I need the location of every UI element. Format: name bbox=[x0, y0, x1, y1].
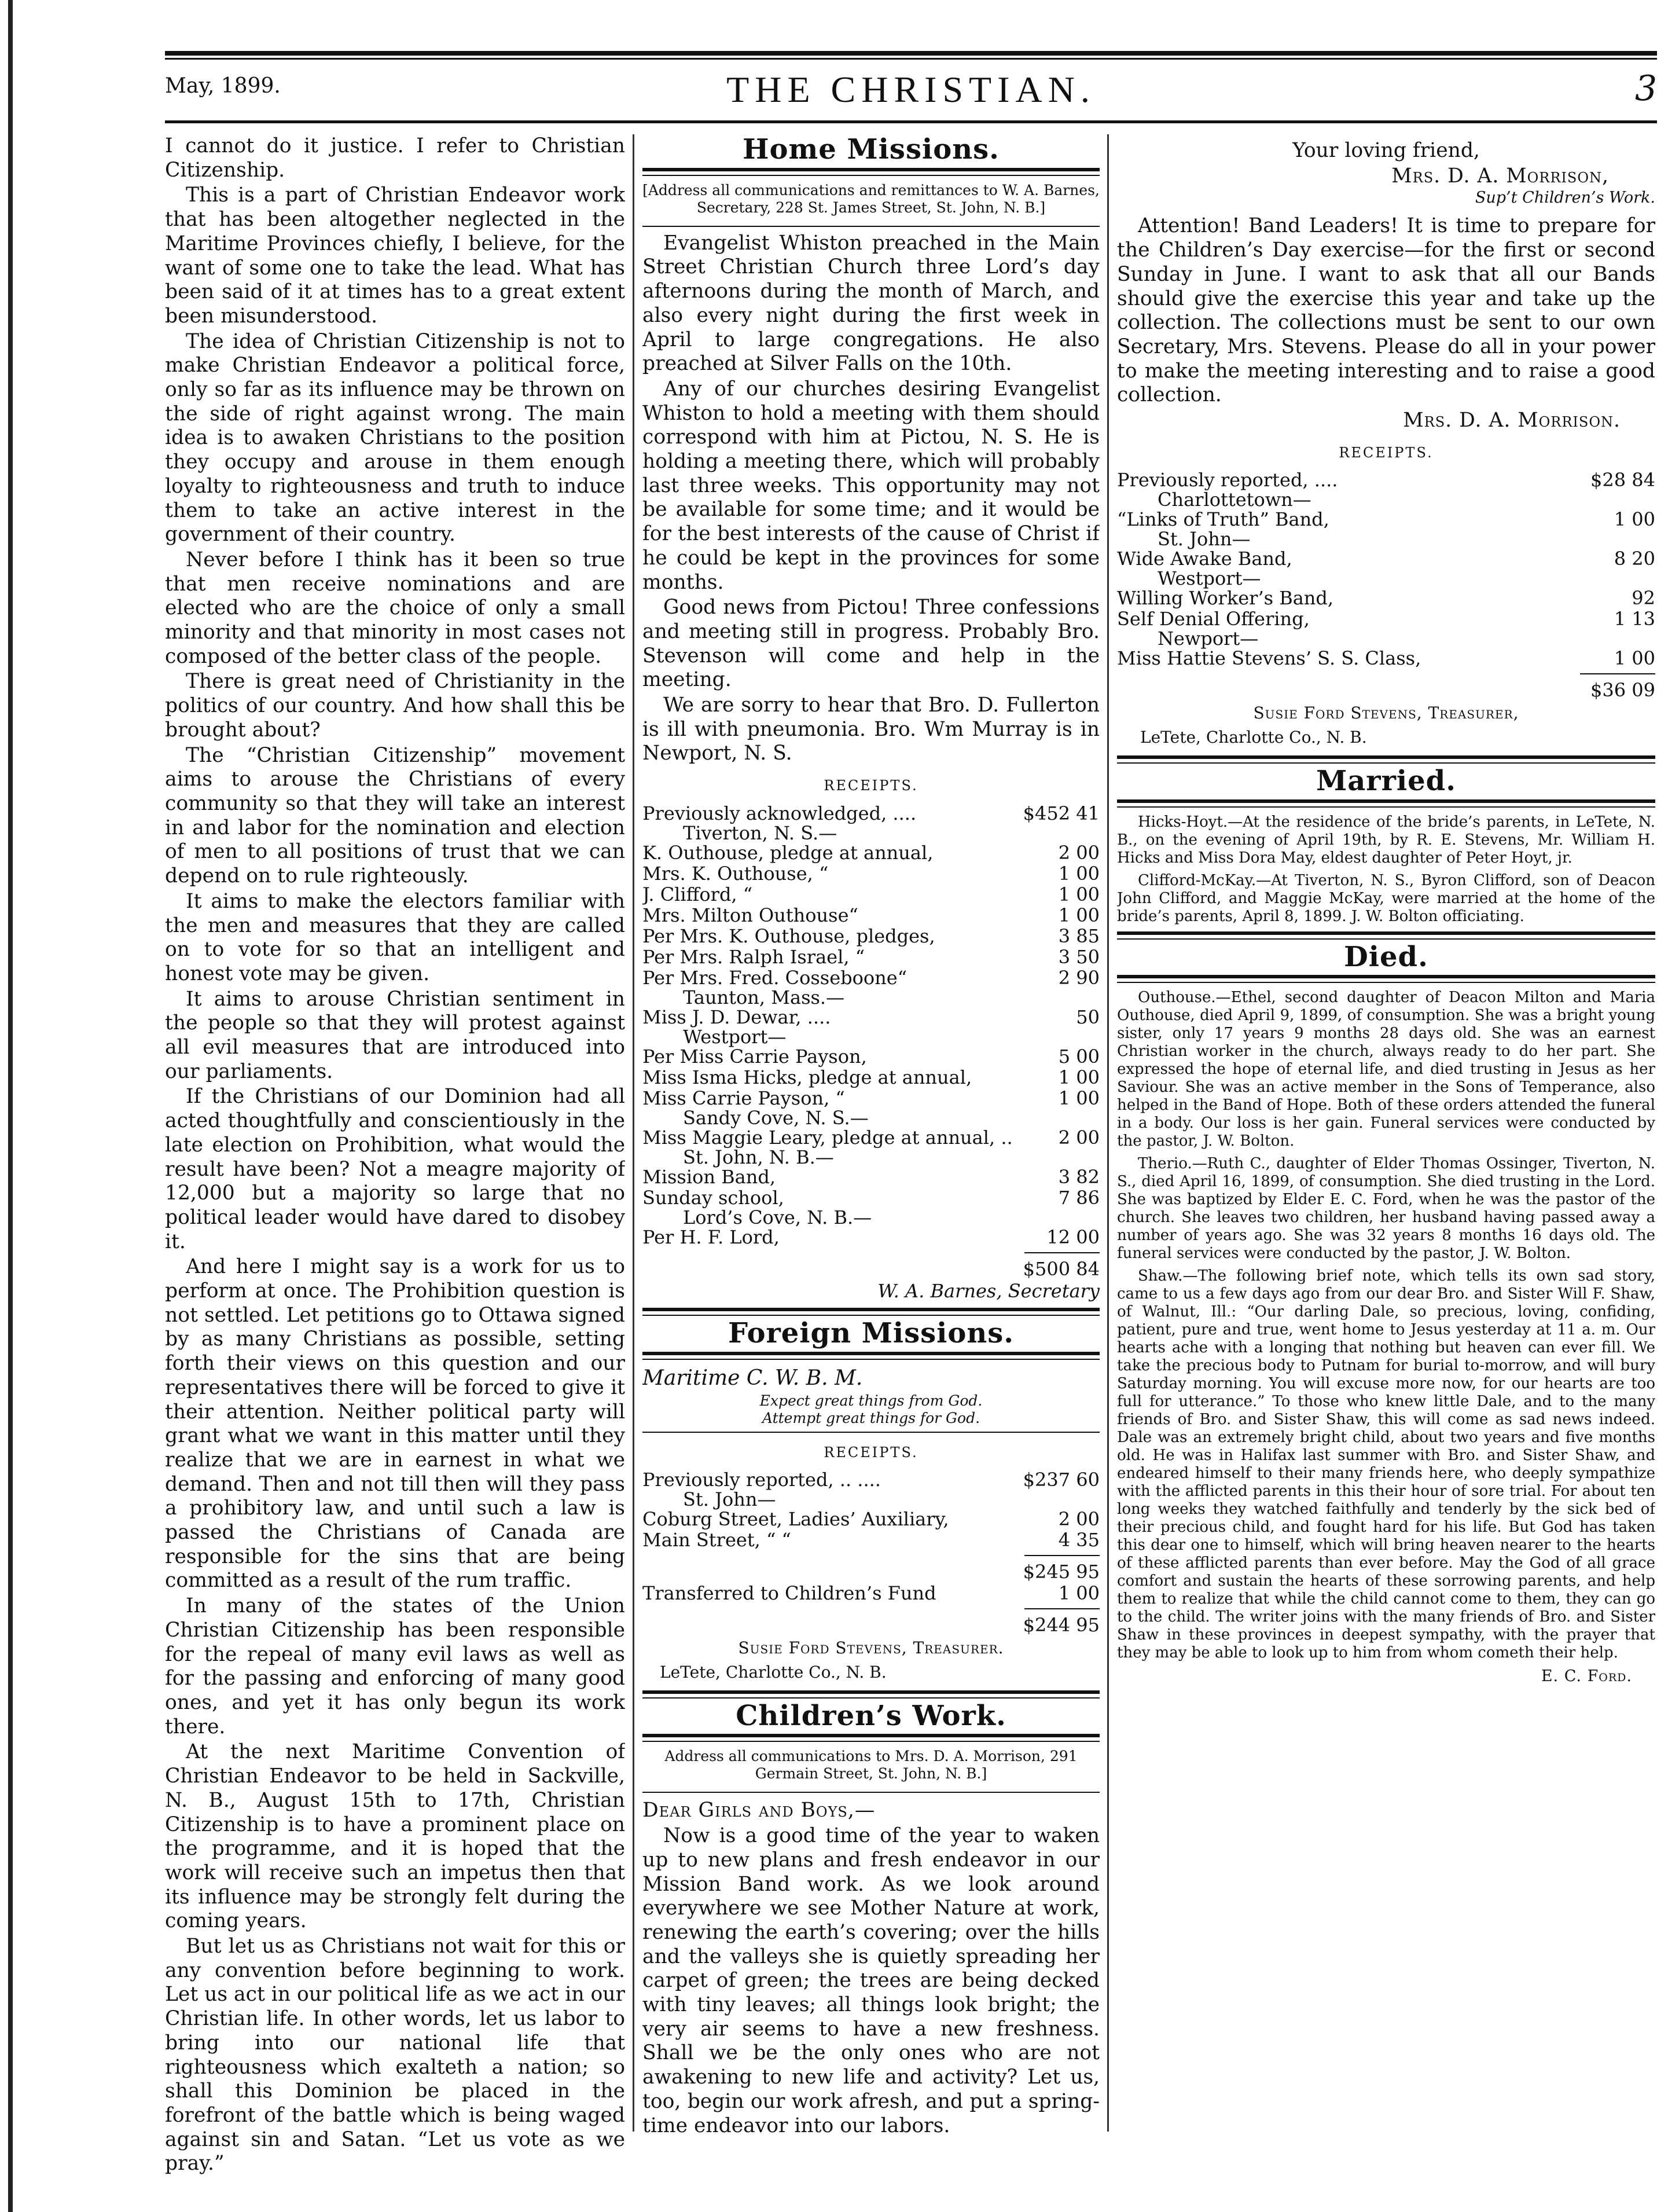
receipt-label: Willing Worker’s Band, bbox=[1117, 587, 1334, 610]
citizenship-paragraph: There is great need of Christianity in the politics of our country. And how shall this be brought about? bbox=[165, 670, 625, 742]
motto-line: Attempt great things for God. bbox=[762, 1409, 980, 1426]
section-rule bbox=[1117, 755, 1655, 764]
married-notices bbox=[1117, 813, 1655, 926]
receipt-location: Lord’s Cove, N. B.— bbox=[683, 1206, 872, 1228]
section-heading-died: Died. bbox=[1344, 940, 1428, 973]
home-missions-paragraph: We are sorry to hear that Bro. D. Fullerton is ill with pneumonia. Bro. Wm Murray is in Newport, N. S. bbox=[642, 694, 1100, 765]
receipt-label: Per Miss Carrie Payson, bbox=[642, 1045, 867, 1068]
receipt-label: Wide Awake Band, bbox=[1117, 548, 1292, 570]
citizenship-paragraph: This is a part of Christian Endeavor work that has been altogether neglected in the Maritime Provinces chiefly, I believe, for the want of some one to take the lead. What has been said of it at times has to a great extent been misunderstood. bbox=[165, 184, 625, 328]
section-rule bbox=[1117, 975, 1655, 983]
citizenship-paragraph: It aims to arouse Christian sentiment in the people so that they will protest against all evil measures that are introduced into our parliaments. bbox=[165, 987, 625, 1083]
receipt-label: Miss J. D. Dewar, .... bbox=[642, 1006, 831, 1028]
marriage-notice: Hicks-Hoyt.—At the residence of the bride’s parents, in LeTete, N. B., on the evening of April 19th, by R. E. Stevens, Mr. William H. Hicks and Miss Dora May, eldest daughter of Peter Hoyt, jr. bbox=[1117, 813, 1655, 867]
death-notice: Shaw.—The following brief note, which tells its own sad story, came to us a few days ago from our dear Bro. and Sister Will F. Shaw, of Walnut, Ill.: “Our darling Dale, so precious, loving, confiding, patient, pure and true, went home to Jesus yesterday at 11 a. m. Our hearts ache with a longing that nothing but heaven can ever fill. We take the precious body to Putnam for burial to-morrow, and will bury Saturday morning. You will excuse more now, for our hearts are too full for utterance.” To those who knew little Dale, and to the many friends of Bro. and Sister Shaw, this will come as sad news indeed. Dale was an extremely bright child, about two years and five months old. He was in Halifax last summer with Bro. and Sister Shaw, and endeared himself to their many friends here, who deeply sympathize with the afflicted parents in this their hour of sore trial. For about ten long weeks they watched faithfully and tenderly by the sick bed of their precious child, and fought hard for his life. But God has taken this dear one to himself, which will bring heaven nearer to the hearts of these afflicted parents than ever before. May the God of all grace comfort and sustain the hearts of these sorrowing parents, and help them to realize that while the child cannot come to them, they can go to the child. The writer joins with the many friends of Bro. and Sister Shaw in these provinces in deepest sympathy, with the prayer that they may be able to look up to him from whom cometh their help. bbox=[1117, 1267, 1655, 1662]
receipt-location: Sandy Cove, N. S.— bbox=[683, 1106, 869, 1129]
citizenship-paragraph: The idea of Christian Citizenship is not to make Christian Endeavor a political force, only so far as its influence may be thrown on the side of right against wrong. The main idea is to awaken Christians to the position they occupy and arouse in them enough loyalty to righteousness and truth to induce them to take an active interest in the government of their country. bbox=[165, 329, 625, 546]
death-notice: Therio.—Ruth C., daughter of Elder Thomas Ossinger, Tiverton, N. S., died April 16, 1899, of consumption. She died trusting in the Lord. She was baptized by Elder E. C. Ford, when he was the pastor of the church. She leaves two children, her husband having passed away a number of years ago. She was 32 years 8 months 16 days old. The funeral services were conducted by the pastor, J. W. Bolton. bbox=[1117, 1155, 1655, 1263]
receipt-row bbox=[642, 1509, 1100, 1529]
top-rule-thin bbox=[165, 58, 1657, 60]
receipt-label: Coburg Street, Ladies’ Auxiliary, bbox=[642, 1508, 949, 1531]
receipt-row bbox=[642, 1583, 1100, 1604]
death-notice: Outhouse.—Ethel, second daughter of Deacon Milton and Maria Outhouse, died April 9, 1899, of consumption. She was a bright young sister, only 17 years 9 months 28 days old. She was an earnest Christian worker in the church, always ready to do her part. She expressed the hope of eternal life, and died trusting in Jesus as her Saviour. She was an active member in the Sons of Temperance, also helped in the Band of Hope. Both of these orders attended the funeral in a body. Our loss is her gain. Funeral services were conducted by the pastor, J. W. Bolton. bbox=[1117, 989, 1655, 1150]
home-missions-text bbox=[642, 232, 1100, 766]
letter-closing: Your loving friend, bbox=[1292, 139, 1480, 162]
receipt-amount: 1 00 bbox=[1614, 647, 1655, 670]
receipt-amount: 3 85 bbox=[1058, 925, 1100, 947]
receipt-label: J. Clifford, “ bbox=[642, 883, 753, 905]
foreign-missions-total: $244 95 bbox=[1023, 1614, 1100, 1637]
letter-signer: Mrs. D. A. Morrison, bbox=[1391, 164, 1609, 188]
citizenship-paragraph: The “Christian Citizenship” movement aims to arouse the Christians of every community so that they will take an interest in and labor for the nomination and election of men to all positions of trust that we can depend on to rule righteously. bbox=[165, 743, 625, 888]
receipt-row bbox=[642, 926, 1100, 947]
receipt-amount: 2 00 bbox=[1058, 1508, 1100, 1531]
foreign-missions-subheading: Maritime C. W. B. M. bbox=[642, 1366, 863, 1390]
receipt-location: St. John— bbox=[683, 1488, 776, 1511]
receipt-label: Previously reported, .. .... bbox=[642, 1469, 881, 1491]
receipt-label: Mrs. Milton Outhouse“ bbox=[642, 904, 858, 926]
receipt-label: “Links of Truth” Band, bbox=[1117, 508, 1329, 531]
top-rule bbox=[165, 51, 1657, 56]
receipt-row bbox=[642, 1469, 1100, 1490]
section-rule bbox=[642, 226, 1100, 227]
receipt-row bbox=[642, 947, 1100, 967]
receipt-label: Sunday school, bbox=[642, 1186, 784, 1209]
receipt-row bbox=[642, 1227, 1100, 1248]
section-rule bbox=[642, 1792, 1100, 1793]
home-missions-receipts bbox=[642, 803, 1100, 1248]
receipt-label: K. Outhouse, pledge at annual, bbox=[642, 841, 934, 864]
section-rule bbox=[642, 1690, 1100, 1699]
page-number: 3 bbox=[1634, 68, 1657, 109]
header-rule bbox=[165, 120, 1657, 123]
death-notice-signature: E. C. Ford. bbox=[1541, 1667, 1632, 1686]
receipts-heading: RECEIPTS. bbox=[824, 1444, 918, 1461]
citizenship-paragraph: If the Christians of our Dominion had all acted thoughtfully and conscientiously in the late election on Prohibition, what would the result have been? Not a meagre majority of 12,000 but a majority so large that no political leader would have dared to disobey it. bbox=[165, 1085, 625, 1253]
notice-signer: Mrs. D. A. Morrison. bbox=[1403, 409, 1621, 432]
receipt-location: Newport— bbox=[1158, 628, 1259, 650]
childrens-work-receipts bbox=[1117, 469, 1655, 669]
receipt-row bbox=[1117, 608, 1655, 629]
receipt-amount: $28 84 bbox=[1590, 469, 1655, 491]
receipt-row bbox=[642, 863, 1100, 884]
total-rule bbox=[1024, 1608, 1100, 1609]
section-heading-foreign-missions: Foreign Missions. bbox=[728, 1316, 1014, 1349]
column-missions bbox=[642, 134, 1100, 2184]
section-rule bbox=[642, 168, 1100, 176]
receipt-row bbox=[642, 842, 1100, 863]
receipt-amount: 2 90 bbox=[1058, 966, 1100, 989]
receipt-row bbox=[1117, 469, 1655, 490]
childrens-work-address-line: LeTete, Charlotte Co., N. B. bbox=[1140, 728, 1367, 747]
marriage-notice: Clifford-McKay.—At Tiverton, N. S., Byron Clifford, son of Deacon John Clifford, and Maggie McKay, were married at the home of the bride’s parents, April 8, 1899. J. W. Bolton officiating. bbox=[1117, 871, 1655, 925]
citizenship-paragraph: At the next Maritime Convention of Christian Endeavor to be held in Sackville, N. B., August 15th to 17th, Christian Citizenship is to have a prominent place on the programme, and it is hoped that the work will receive such an impetus then that its influence may be strongly felt during the coming years. bbox=[165, 1740, 625, 1933]
receipt-row bbox=[642, 1067, 1100, 1088]
citizenship-paragraph: And here I might say is a work for us to perform at once. The Prohibition question is not settled. Let petitions go to Ottawa signed by as many Christians as possible, setting forth their views on this question and our representatives there will be forced to give it their attention. Neither political party will grant what we want in this matter until they realize that we are in earnest in what we demand. Then and not till then will they pass a prohibitory law, and until such a law is passed the Christians of Canada are responsible for the sins that are being committed as a result of the rum traffic. bbox=[165, 1255, 625, 1593]
issue-date: May, 1899. bbox=[165, 74, 281, 98]
receipt-amount: 3 50 bbox=[1058, 945, 1100, 968]
receipt-amount: 1 00 bbox=[1058, 862, 1100, 885]
citizenship-paragraph: Never before I think has it been so true that men receive nominations and are elected who are the choice of only a small minority and that minority in most cases not composed of the better class of the people. bbox=[165, 548, 625, 668]
receipt-row bbox=[1117, 588, 1655, 608]
receipt-label: Per Mrs. Ralph Israel, “ bbox=[642, 945, 865, 968]
receipt-location: Westport— bbox=[683, 1025, 787, 1048]
binding-edge bbox=[8, 0, 13, 2212]
receipt-row bbox=[1117, 509, 1655, 530]
receipt-row bbox=[642, 884, 1100, 905]
home-missions-paragraph: Good news from Pictou! Three confessions and meeting still in progress. Probably Bro. Stevenson will come and help in the meeting. bbox=[642, 596, 1100, 692]
receipt-amount: $452 41 bbox=[1023, 802, 1100, 824]
receipt-row bbox=[1117, 648, 1655, 669]
receipt-amount: 1 13 bbox=[1614, 608, 1655, 630]
column-childrens-work-notices bbox=[1117, 134, 1655, 2184]
receipt-location: Charlottetown— bbox=[1158, 489, 1311, 511]
childrens-work-signature: Susie Ford Stevens, Treasurer, bbox=[1253, 703, 1519, 723]
receipt-amount: 92 bbox=[1632, 587, 1655, 610]
citizenship-paragraph: But let us as Christians not wait for this or any convention before beginning to work. Let us act in our political life as we act in our Christian life. In other words, let us labor to bring into our national life that righteousness which exalteth a nation; so shall this Dominion be placed in the forefront of the battle which is being waged against sin and Satan. “Let us vote as we pray.” bbox=[165, 1935, 625, 2176]
foreign-missions-address: LeTete, Charlotte Co., N. B. bbox=[660, 1662, 887, 1682]
receipt-label: Miss Hattie Stevens’ S. S. Class, bbox=[1117, 647, 1421, 670]
receipt-amount: $237 60 bbox=[1023, 1469, 1100, 1491]
citizenship-paragraph: I cannot do it justice. I refer to Christian Citizenship. bbox=[165, 134, 625, 182]
section-rule bbox=[642, 1734, 1100, 1742]
section-rule bbox=[642, 1432, 1100, 1433]
section-heading-home-missions: Home Missions. bbox=[743, 134, 1000, 166]
receipt-amount: 2 00 bbox=[1058, 841, 1100, 864]
receipt-label: Per Mrs. K. Outhouse, pledges, bbox=[642, 925, 935, 947]
receipt-row bbox=[1117, 548, 1655, 569]
receipt-label: Mrs. K. Outhouse, “ bbox=[642, 862, 829, 885]
section-heading-childrens-work: Children’s Work. bbox=[736, 1699, 1006, 1732]
receipt-amount: 4 35 bbox=[1058, 1529, 1100, 1551]
receipt-amount: 1 00 bbox=[1058, 1066, 1100, 1088]
foreign-missions-subtotal: $245 95 bbox=[1023, 1561, 1100, 1583]
section-rule bbox=[642, 1352, 1100, 1360]
receipt-amount: 1 00 bbox=[1058, 883, 1100, 905]
motto-line: Expect great things from God. bbox=[759, 1392, 983, 1409]
total-rule bbox=[1024, 1252, 1100, 1253]
home-missions-signature: W. A. Barnes, Secretary bbox=[877, 1279, 1100, 1302]
column-divider bbox=[1107, 134, 1109, 2132]
receipt-label: Miss Maggie Leary, pledge at annual, .. bbox=[642, 1126, 1013, 1149]
section-rule bbox=[1117, 799, 1655, 808]
receipt-row bbox=[642, 1529, 1100, 1550]
section-heading-married: Married. bbox=[1316, 764, 1456, 797]
foreign-missions-signature: Susie Ford Stevens, Treasurer. bbox=[738, 1638, 1004, 1658]
band-leaders-notice: Attention! Band Leaders! It is time to prepare for the Children’s Day exercise—for the first or second Sunday in June. I want to ask that all our Bands should give the exercise this year and take up the collection. The collections must be sent to our own Secretary, Mrs. Stevens. Please do all in your power to make the meeting interesting and to raise a good collection. bbox=[1117, 214, 1655, 407]
page-header bbox=[165, 68, 1657, 115]
receipt-row bbox=[642, 1166, 1100, 1187]
receipts-heading: RECEIPTS. bbox=[1339, 444, 1434, 461]
receipt-label: Mission Band, bbox=[642, 1165, 776, 1188]
receipt-row bbox=[642, 1127, 1100, 1148]
receipt-amount: 3 82 bbox=[1058, 1165, 1100, 1188]
column-divider bbox=[633, 134, 634, 2132]
receipt-row bbox=[642, 1046, 1100, 1067]
receipt-label: Per H. F. Lord, bbox=[642, 1226, 780, 1248]
receipt-location: Tiverton, N. S.— bbox=[683, 821, 837, 844]
childrens-work-paragraph: Now is a good time of the year to waken up to new plans and fresh endeavor in our Mission Band work. As we look around everywhere we see Mother Nature at work, renewing the earth’s covering; over the hills and the valleys she is quietly spreading her carpet of green; the trees are being decked with tiny leaves; all things look bright; the very air seems to have a new freshness. Shall we be the only ones who are not awakening to new life and activity? Let us, too, begin our work afresh, and put a spring-time endeavor into our labors. bbox=[642, 1824, 1100, 2137]
receipt-location: Taunton, Mass.— bbox=[683, 986, 845, 1008]
receipt-amount: 7 86 bbox=[1058, 1186, 1100, 1209]
receipt-row bbox=[642, 1187, 1100, 1208]
masthead-title: THE CHRISTIAN. bbox=[726, 69, 1096, 110]
receipt-amount: 2 00 bbox=[1058, 1126, 1100, 1149]
section-rule bbox=[1117, 931, 1655, 940]
receipt-amount: 8 20 bbox=[1614, 548, 1655, 570]
home-missions-address: [Address all communications and remittances to W. A. Barnes, Secretary, 228 St. James Street, St. John, N. B.] bbox=[642, 181, 1100, 216]
citizenship-paragraph: It aims to make the electors familiar with the men and measures that they are called on to vote for so that an intelligent and honest vote may be given. bbox=[165, 889, 625, 985]
receipt-amount: 50 bbox=[1076, 1006, 1100, 1028]
receipt-label: Transferred to Children’s Fund bbox=[642, 1582, 936, 1605]
receipt-label: Per Mrs. Fred. Cosseboone“ bbox=[642, 966, 908, 989]
receipt-location: St. John— bbox=[1158, 528, 1251, 551]
column-citizenship bbox=[165, 134, 625, 2184]
receipts-heading: RECEIPTS. bbox=[824, 777, 918, 794]
death-notices bbox=[1117, 989, 1655, 1662]
receipt-amount: 1 00 bbox=[1058, 1582, 1100, 1605]
receipt-label: Self Denial Offering, bbox=[1117, 608, 1310, 630]
receipt-label: Miss Carrie Payson, “ bbox=[642, 1087, 845, 1109]
foreign-missions-receipts bbox=[642, 1469, 1100, 1550]
receipt-row bbox=[642, 967, 1100, 988]
home-missions-total: $500 84 bbox=[1023, 1257, 1100, 1280]
receipt-row bbox=[642, 905, 1100, 926]
receipt-amount: 1 00 bbox=[1058, 1087, 1100, 1109]
citizenship-paragraph: In many of the states of the Union Christian Citizenship has been responsible for the repeal of many evil laws as well as for the passing and enforcing of many good ones, and yet it has only begun its work there. bbox=[165, 1594, 625, 1738]
receipt-amount: 1 00 bbox=[1058, 904, 1100, 926]
home-missions-paragraph: Any of our churches desiring Evangelist Whiston to hold a meeting with them should correspond with him at Pictou, N. S. He is holding a meeting there, which will probably last three weeks. This opportunity may not be available for some time; and it would be for the best interests of the cause of Christ if he could be kept in the provinces for some months. bbox=[642, 377, 1100, 594]
home-missions-paragraph: Evangelist Whiston preached in the Main Street Christian Church three Lord’s day afternoons during the month of March, and also every night during the first week in April to large congregations. He also preached at Silver Falls on the 10th. bbox=[642, 231, 1100, 376]
letter-signer-title: Sup’t Children’s Work. bbox=[1475, 189, 1655, 207]
receipt-label: Main Street, “ “ bbox=[642, 1529, 791, 1551]
receipt-row bbox=[642, 803, 1100, 824]
receipt-location: Westport— bbox=[1158, 567, 1261, 590]
total-rule bbox=[1024, 1555, 1100, 1556]
receipt-label: Miss Isma Hicks, pledge at annual, bbox=[642, 1066, 972, 1088]
childrens-work-address: Address all communications to Mrs. D. A. Morrison, 291 Germain Street, St. John, N. B.] bbox=[664, 1748, 1078, 1782]
receipt-label: Previously reported, .... bbox=[1117, 469, 1338, 491]
childrens-work-salutation: Dear Girls and Boys,— bbox=[642, 1799, 876, 1822]
section-rule bbox=[642, 1308, 1100, 1316]
receipt-row bbox=[642, 1007, 1100, 1028]
receipt-amount: 12 00 bbox=[1046, 1226, 1100, 1248]
receipt-location: St. John, N. B.— bbox=[683, 1146, 834, 1168]
receipt-label: Previously acknowledged, .... bbox=[642, 802, 917, 824]
receipt-amount: 1 00 bbox=[1614, 508, 1655, 531]
receipt-amount: 5 00 bbox=[1058, 1045, 1100, 1068]
childrens-work-total: $36 09 bbox=[1590, 679, 1655, 702]
total-rule bbox=[1580, 673, 1655, 674]
receipt-row bbox=[642, 1088, 1100, 1109]
